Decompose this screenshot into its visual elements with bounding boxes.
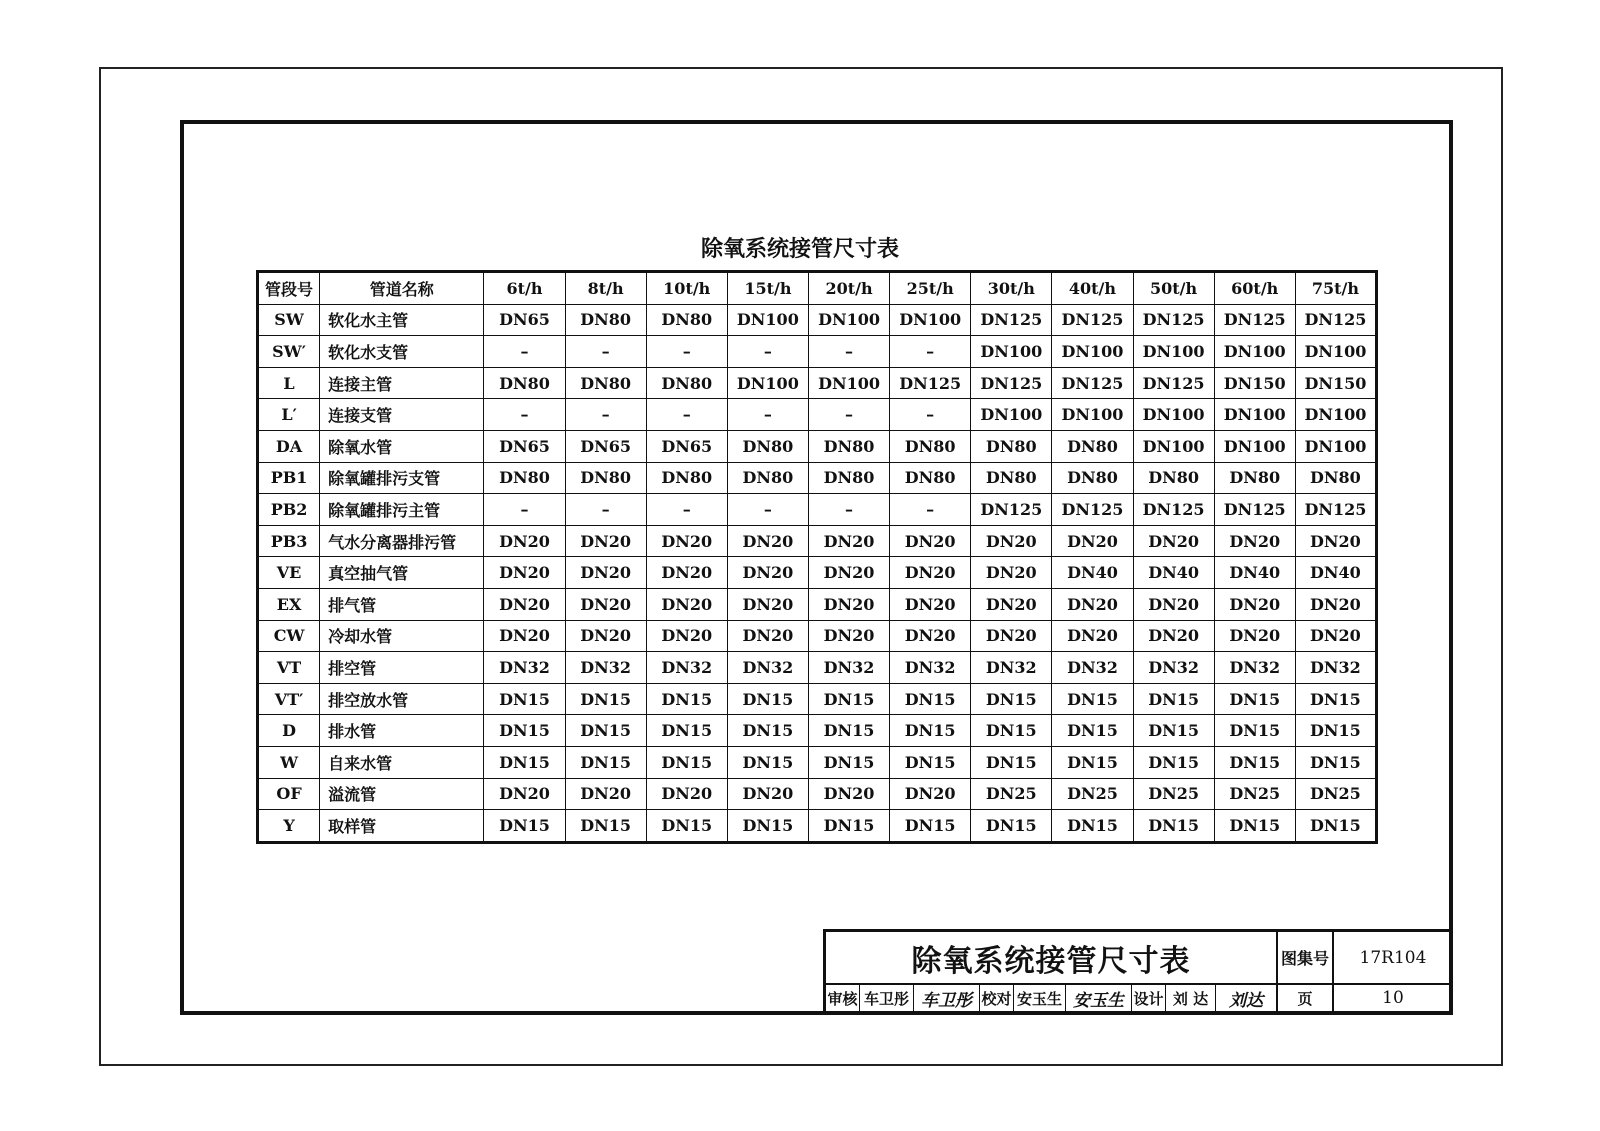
pipe-size-cell: DN15: [565, 683, 646, 715]
pipe-size-cell: DN20: [727, 525, 808, 557]
pipe-size-cell: –: [890, 336, 971, 368]
pipe-segment-code: L′: [258, 399, 320, 431]
pipe-size-cell: DN80: [1295, 462, 1376, 494]
pipe-size-cell: –: [808, 399, 889, 431]
pipe-size-cell: DN15: [971, 715, 1052, 747]
pipe-name: 除氧罐排污支管: [320, 462, 484, 494]
pipe-size-cell: DN100: [727, 304, 808, 336]
pipe-size-cell: DN20: [646, 557, 727, 589]
pipe-size-cell: DN25: [1133, 778, 1214, 810]
pipe-name: 自来水管: [320, 746, 484, 778]
pipe-size-cell: DN15: [727, 683, 808, 715]
pipe-size-cell: DN15: [1295, 746, 1376, 778]
pipe-size-cell: DN20: [1295, 620, 1376, 652]
pipe-size-cell: DN80: [808, 430, 889, 462]
pipe-name: 连接主管: [320, 367, 484, 399]
pipe-size-cell: DN15: [1052, 746, 1133, 778]
pipe-size-cell: DN125: [1052, 494, 1133, 526]
checker-signature: 安玉生: [1066, 985, 1132, 1011]
pipe-size-cell: –: [890, 399, 971, 431]
pipe-size-cell: DN150: [1295, 367, 1376, 399]
pipe-size-cell: DN20: [565, 557, 646, 589]
table-row: [258, 462, 1377, 494]
pipe-size-cell: DN15: [646, 810, 727, 843]
pipe-size-cell: DN65: [484, 430, 565, 462]
pipe-segment-code: VE: [258, 557, 320, 589]
pipe-size-cell: DN15: [727, 715, 808, 747]
pipe-size-cell: DN125: [1133, 304, 1214, 336]
pipe-segment-code: EX: [258, 588, 320, 620]
pipe-size-cell: DN20: [808, 778, 889, 810]
pipe-size-cell: DN15: [1214, 683, 1295, 715]
column-header-segment: 管段号: [258, 272, 320, 305]
pipe-size-cell: DN125: [1214, 494, 1295, 526]
pipe-size-cell: DN15: [808, 746, 889, 778]
pipe-size-cell: DN20: [971, 620, 1052, 652]
design-label: 设计: [1132, 985, 1166, 1011]
table-row: [258, 399, 1377, 431]
pipe-size-cell: DN15: [1214, 746, 1295, 778]
table-header-row: [258, 272, 1377, 305]
pipe-size-cell: DN20: [484, 778, 565, 810]
pipe-size-cell: DN100: [890, 304, 971, 336]
pipe-size-cell: DN20: [484, 525, 565, 557]
pipe-size-cell: DN15: [890, 715, 971, 747]
pipe-size-cell: DN125: [971, 494, 1052, 526]
table-row: [258, 304, 1377, 336]
pipe-size-cell: DN15: [1295, 810, 1376, 843]
pipe-size-cell: DN20: [646, 778, 727, 810]
pipe-size-cell: DN65: [484, 304, 565, 336]
pipe-size-cell: DN32: [808, 652, 889, 684]
pipe-segment-code: DA: [258, 430, 320, 462]
pipe-size-cell: DN15: [1052, 715, 1133, 747]
pipe-size-cell: –: [727, 336, 808, 368]
pipe-size-cell: –: [727, 399, 808, 431]
pipe-segment-code: L: [258, 367, 320, 399]
pipe-size-cell: DN20: [1214, 588, 1295, 620]
pipe-size-cell: DN80: [646, 367, 727, 399]
title-block-main-row: [826, 932, 1449, 985]
pipe-size-cell: DN32: [646, 652, 727, 684]
pipe-size-cell: DN100: [1295, 399, 1376, 431]
table-body: [258, 304, 1377, 842]
table-title: 除氧系统接管尺寸表: [700, 237, 899, 262]
pipe-size-cell: DN80: [1133, 462, 1214, 494]
column-header-capacity: 30t/h: [971, 272, 1052, 305]
pipe-size-cell: –: [808, 336, 889, 368]
pipe-size-cell: DN20: [1052, 588, 1133, 620]
pipe-size-cell: DN65: [565, 430, 646, 462]
table-row: [258, 494, 1377, 526]
pipe-size-cell: –: [565, 399, 646, 431]
table-row: [258, 620, 1377, 652]
table-row: [258, 336, 1377, 368]
pipe-size-cell: DN15: [1133, 715, 1214, 747]
pipe-name: 除氧水管: [320, 430, 484, 462]
pipe-size-cell: DN40: [1052, 557, 1133, 589]
pipe-size-cell: DN100: [1295, 336, 1376, 368]
pipe-size-cell: DN20: [971, 557, 1052, 589]
pipe-size-cell: DN20: [1214, 620, 1295, 652]
pipe-size-cell: DN80: [727, 462, 808, 494]
pipe-size-cell: DN15: [1052, 810, 1133, 843]
pipe-size-cell: –: [646, 399, 727, 431]
pipe-size-cell: DN20: [727, 557, 808, 589]
pipe-size-cell: DN100: [727, 367, 808, 399]
pipe-segment-code: D: [258, 715, 320, 747]
pipe-size-cell: DN25: [1214, 778, 1295, 810]
pipe-size-cell: DN20: [565, 778, 646, 810]
title-block: [823, 929, 1449, 1011]
pipe-size-cell: DN15: [727, 746, 808, 778]
pipe-name: 连接支管: [320, 399, 484, 431]
table-row: [258, 746, 1377, 778]
pipe-size-cell: DN150: [1214, 367, 1295, 399]
pipe-size-cell: –: [484, 399, 565, 431]
pipe-size-cell: DN20: [808, 588, 889, 620]
pipe-size-cell: DN15: [565, 746, 646, 778]
pipe-size-cell: DN15: [890, 810, 971, 843]
pipe-size-cell: DN20: [971, 588, 1052, 620]
pipe-size-cell: DN15: [971, 810, 1052, 843]
atlas-number-label: 图集号: [1278, 932, 1334, 983]
pipe-size-cell: DN15: [971, 683, 1052, 715]
pipe-size-cell: DN20: [808, 525, 889, 557]
pipe-segment-code: W: [258, 746, 320, 778]
table-row: [258, 778, 1377, 810]
title-block-signature-row: [826, 985, 1449, 1011]
pipe-size-cell: DN80: [646, 304, 727, 336]
column-header-capacity: 15t/h: [727, 272, 808, 305]
pipe-segment-code: VT′: [258, 683, 320, 715]
pipe-size-cell: DN15: [1133, 683, 1214, 715]
atlas-number: 17R104: [1359, 947, 1427, 968]
pipe-size-cell: DN15: [971, 746, 1052, 778]
pipe-size-cell: DN100: [1133, 430, 1214, 462]
pipe-size-cell: DN80: [971, 462, 1052, 494]
page-number: 10: [1382, 988, 1404, 1008]
pipe-segment-code: PB1: [258, 462, 320, 494]
pipe-size-cell: DN100: [1214, 399, 1295, 431]
table-row: [258, 525, 1377, 557]
pipe-size-cell: DN20: [727, 588, 808, 620]
pipe-size-cell: DN125: [971, 367, 1052, 399]
pipe-size-cell: DN20: [971, 525, 1052, 557]
pipe-size-cell: DN100: [1133, 399, 1214, 431]
review-label: 审核: [826, 985, 860, 1011]
pipe-size-cell: DN15: [890, 683, 971, 715]
pipe-name: 真空抽气管: [320, 557, 484, 589]
designer-signature: 刘达: [1216, 985, 1278, 1011]
pipe-size-cell: DN20: [890, 778, 971, 810]
pipe-size-cell: DN40: [1133, 557, 1214, 589]
pipe-name: 取样管: [320, 810, 484, 843]
pipe-size-cell: DN20: [646, 620, 727, 652]
drawing-title: 除氧系统接管尺寸表: [826, 932, 1278, 983]
pipe-size-cell: DN20: [565, 525, 646, 557]
pipe-size-cell: DN80: [484, 462, 565, 494]
pipe-size-cell: DN15: [808, 683, 889, 715]
pipe-size-cell: DN15: [1052, 683, 1133, 715]
pipe-size-cell: DN20: [890, 588, 971, 620]
pipe-size-cell: DN100: [1133, 336, 1214, 368]
pipe-name: 排水管: [320, 715, 484, 747]
pipe-size-cell: DN15: [1295, 683, 1376, 715]
pipe-size-cell: DN15: [1133, 746, 1214, 778]
pipe-size-cell: DN32: [727, 652, 808, 684]
table-row: [258, 810, 1377, 843]
pipe-size-cell: –: [890, 494, 971, 526]
pipe-size-cell: DN100: [1295, 430, 1376, 462]
pipe-size-cell: DN80: [890, 462, 971, 494]
pipe-name: 除氧罐排污主管: [320, 494, 484, 526]
pipe-size-cell: DN20: [484, 588, 565, 620]
pipe-size-table: [256, 270, 1378, 844]
pipe-size-cell: DN125: [1052, 367, 1133, 399]
pipe-size-cell: DN15: [808, 810, 889, 843]
table-row: [258, 715, 1377, 747]
column-header-capacity: 40t/h: [1052, 272, 1133, 305]
pipe-size-cell: DN20: [1133, 620, 1214, 652]
pipe-size-cell: DN20: [646, 525, 727, 557]
check-label: 校对: [980, 985, 1014, 1011]
pipe-segment-code: SW: [258, 304, 320, 336]
pipe-size-cell: DN15: [1214, 715, 1295, 747]
pipe-segment-code: SW′: [258, 336, 320, 368]
column-header-capacity: 8t/h: [565, 272, 646, 305]
pipe-size-cell: DN80: [1052, 462, 1133, 494]
pipe-size-cell: DN20: [890, 620, 971, 652]
pipe-size-cell: DN125: [1133, 367, 1214, 399]
pipe-size-cell: DN80: [565, 462, 646, 494]
pipe-size-cell: DN40: [1295, 557, 1376, 589]
pipe-name: 溢流管: [320, 778, 484, 810]
pipe-size-cell: DN125: [1295, 494, 1376, 526]
column-header-capacity: 60t/h: [1214, 272, 1295, 305]
pipe-name: 软化水支管: [320, 336, 484, 368]
pipe-size-cell: DN100: [1052, 399, 1133, 431]
pipe-size-cell: DN100: [971, 336, 1052, 368]
reviewer-signature: 车卫彤: [914, 985, 980, 1011]
column-header-capacity: 6t/h: [484, 272, 565, 305]
pipe-size-cell: DN25: [1295, 778, 1376, 810]
pipe-size-cell: DN125: [1133, 494, 1214, 526]
pipe-size-cell: DN80: [484, 367, 565, 399]
pipe-size-cell: DN32: [1052, 652, 1133, 684]
pipe-size-cell: DN100: [1052, 336, 1133, 368]
pipe-size-cell: DN20: [565, 588, 646, 620]
column-header-capacity: 10t/h: [646, 272, 727, 305]
pipe-segment-code: Y: [258, 810, 320, 843]
pipe-name: 气水分离器排污管: [320, 525, 484, 557]
pipe-size-cell: DN15: [1295, 715, 1376, 747]
pipe-size-cell: DN15: [646, 683, 727, 715]
designer-name: 刘 达: [1166, 985, 1216, 1011]
pipe-size-cell: DN125: [1052, 304, 1133, 336]
pipe-size-cell: DN80: [1052, 430, 1133, 462]
pipe-segment-code: PB3: [258, 525, 320, 557]
pipe-size-cell: DN32: [1295, 652, 1376, 684]
pipe-size-cell: DN32: [890, 652, 971, 684]
pipe-segment-code: PB2: [258, 494, 320, 526]
column-header-capacity: 75t/h: [1295, 272, 1376, 305]
pipe-size-cell: DN65: [646, 430, 727, 462]
pipe-size-cell: DN20: [808, 557, 889, 589]
pipe-size-cell: DN100: [971, 399, 1052, 431]
table-row: [258, 430, 1377, 462]
pipe-size-cell: DN15: [484, 683, 565, 715]
pipe-size-cell: –: [646, 494, 727, 526]
pipe-size-cell: –: [808, 494, 889, 526]
pipe-name: 排空管: [320, 652, 484, 684]
reviewer-name: 车卫彤: [860, 985, 914, 1011]
pipe-segment-code: VT: [258, 652, 320, 684]
pipe-size-cell: DN15: [484, 810, 565, 843]
pipe-size-cell: DN20: [1133, 588, 1214, 620]
pipe-size-cell: –: [646, 336, 727, 368]
pipe-size-cell: DN20: [1295, 525, 1376, 557]
pipe-size-cell: DN80: [971, 430, 1052, 462]
column-header-pipe-name: 管道名称: [320, 272, 484, 305]
pipe-size-cell: DN32: [1214, 652, 1295, 684]
pipe-size-cell: DN15: [565, 715, 646, 747]
pipe-size-cell: DN100: [808, 304, 889, 336]
pipe-size-cell: DN20: [890, 525, 971, 557]
pipe-size-cell: DN20: [1133, 525, 1214, 557]
table-row: [258, 683, 1377, 715]
pipe-size-cell: DN100: [1214, 336, 1295, 368]
pipe-size-cell: DN40: [1214, 557, 1295, 589]
pipe-size-cell: –: [727, 494, 808, 526]
pipe-name: 冷却水管: [320, 620, 484, 652]
column-header-capacity: 20t/h: [808, 272, 889, 305]
column-header-capacity: 25t/h: [890, 272, 971, 305]
page-label: 页: [1278, 985, 1334, 1011]
pipe-size-cell: DN25: [971, 778, 1052, 810]
pipe-size-cell: DN15: [484, 715, 565, 747]
pipe-size-cell: DN125: [1214, 304, 1295, 336]
pipe-size-cell: DN15: [484, 746, 565, 778]
pipe-size-cell: –: [565, 494, 646, 526]
pipe-size-cell: DN100: [808, 367, 889, 399]
pipe-size-cell: DN32: [971, 652, 1052, 684]
pipe-size-cell: DN20: [1052, 525, 1133, 557]
pipe-size-cell: DN20: [890, 557, 971, 589]
pipe-size-cell: DN20: [565, 620, 646, 652]
pipe-size-cell: –: [484, 494, 565, 526]
pipe-size-cell: –: [484, 336, 565, 368]
pipe-size-cell: DN80: [565, 304, 646, 336]
pipe-size-cell: DN15: [646, 715, 727, 747]
pipe-size-cell: DN32: [1133, 652, 1214, 684]
pipe-size-cell: DN80: [1214, 462, 1295, 494]
pipe-name: 软化水主管: [320, 304, 484, 336]
pipe-size-cell: DN20: [808, 620, 889, 652]
column-header-capacity: 50t/h: [1133, 272, 1214, 305]
pipe-size-cell: DN125: [1295, 304, 1376, 336]
pipe-size-cell: DN20: [727, 620, 808, 652]
pipe-size-cell: DN80: [646, 462, 727, 494]
pipe-size-cell: DN80: [808, 462, 889, 494]
pipe-size-cell: DN15: [727, 810, 808, 843]
pipe-size-cell: DN15: [808, 715, 889, 747]
pipe-size-cell: DN32: [565, 652, 646, 684]
pipe-segment-code: OF: [258, 778, 320, 810]
pipe-size-cell: DN20: [1214, 525, 1295, 557]
pipe-size-cell: DN100: [1214, 430, 1295, 462]
pipe-size-cell: DN15: [565, 810, 646, 843]
pipe-size-cell: DN80: [727, 430, 808, 462]
pipe-size-cell: DN20: [484, 620, 565, 652]
table-row: [258, 367, 1377, 399]
pipe-size-cell: DN125: [971, 304, 1052, 336]
pipe-size-cell: DN20: [727, 778, 808, 810]
pipe-size-cell: DN32: [484, 652, 565, 684]
pipe-size-cell: DN125: [890, 367, 971, 399]
checker-name: 安玉生: [1014, 985, 1066, 1011]
pipe-size-cell: DN20: [1052, 620, 1133, 652]
table-row: [258, 652, 1377, 684]
pipe-size-cell: DN15: [1214, 810, 1295, 843]
table-row: [258, 557, 1377, 589]
pipe-size-cell: DN20: [1295, 588, 1376, 620]
pipe-size-cell: DN20: [484, 557, 565, 589]
pipe-size-cell: DN15: [1133, 810, 1214, 843]
pipe-size-cell: DN80: [890, 430, 971, 462]
pipe-size-cell: DN15: [890, 746, 971, 778]
pipe-size-cell: DN80: [565, 367, 646, 399]
pipe-name: 排气管: [320, 588, 484, 620]
pipe-name: 排空放水管: [320, 683, 484, 715]
pipe-size-cell: DN15: [646, 746, 727, 778]
pipe-size-cell: DN20: [646, 588, 727, 620]
pipe-segment-code: CW: [258, 620, 320, 652]
table-row: [258, 588, 1377, 620]
pipe-size-cell: DN25: [1052, 778, 1133, 810]
pipe-size-cell: –: [565, 336, 646, 368]
